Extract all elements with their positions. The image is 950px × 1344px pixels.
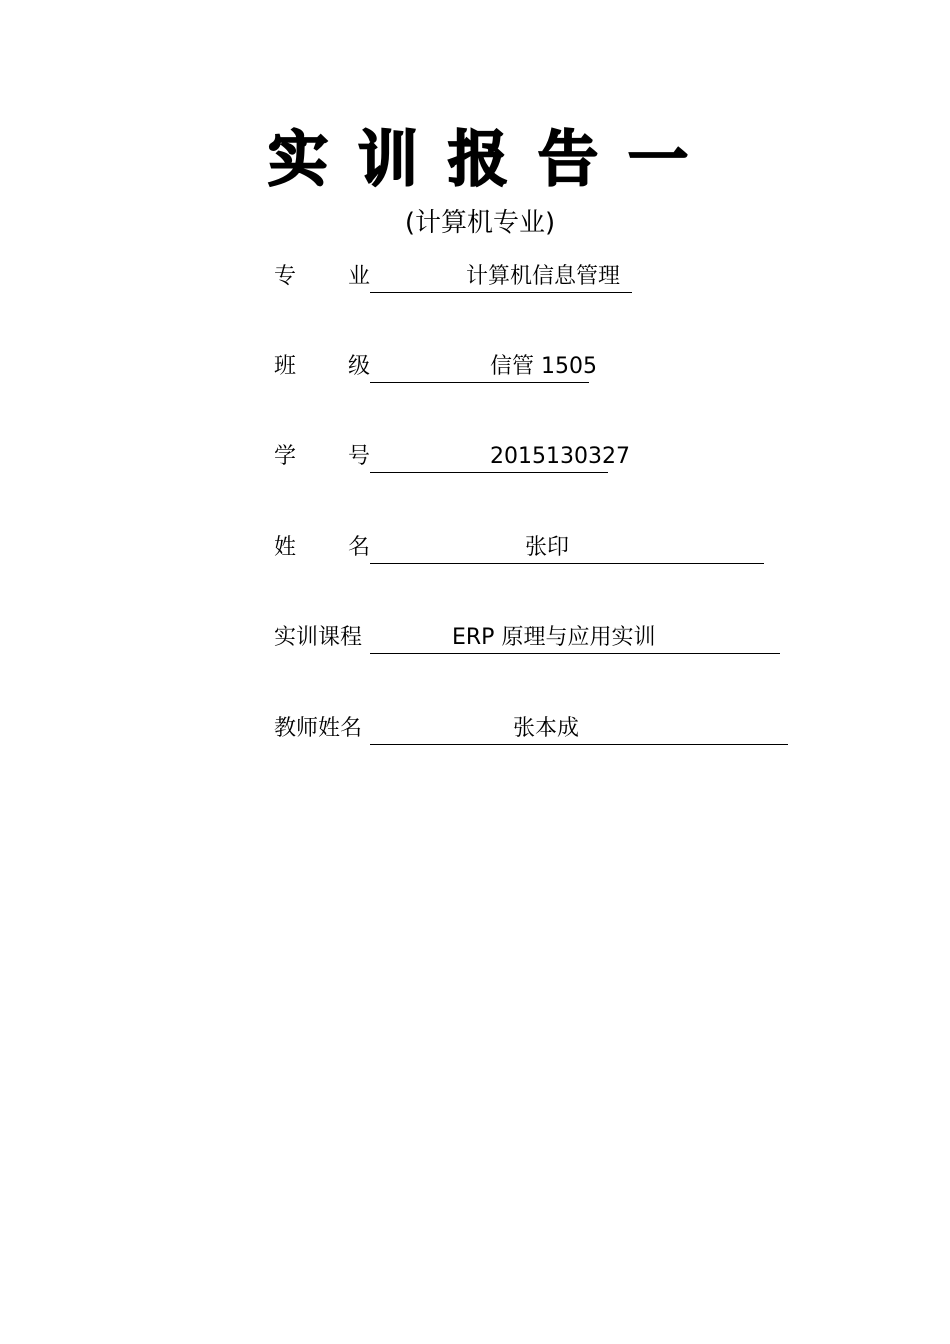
label-char: 班	[274, 354, 297, 379]
label-char: 号	[347, 444, 370, 469]
field-label: 实训课程	[274, 625, 363, 650]
field-major	[274, 262, 634, 292]
title-char: 实	[268, 125, 328, 195]
field-student-id	[274, 442, 634, 472]
field-class	[274, 352, 634, 382]
title-char: 一	[628, 125, 688, 195]
label-char: 姓	[274, 535, 297, 560]
label-char: 级	[347, 354, 370, 379]
report-subtitle: (计算机专业)	[404, 208, 556, 238]
field-label: 教师姓名	[274, 716, 363, 741]
field-value: 张印	[525, 535, 570, 560]
field-name	[274, 533, 774, 563]
field-label	[274, 352, 370, 382]
title-char: 报	[448, 125, 508, 195]
field-value: ERP 原理与应用实训	[452, 625, 656, 650]
title-char: 训	[358, 125, 418, 195]
field-course	[274, 623, 784, 653]
label-char: 专	[274, 264, 297, 289]
label-char: 名	[347, 535, 370, 560]
field-label	[274, 442, 370, 472]
field-label	[274, 262, 370, 292]
field-value: 2015130327	[490, 444, 630, 469]
field-label	[274, 533, 370, 563]
field-value: 计算机信息管理	[466, 264, 621, 289]
label-char: 业	[347, 264, 370, 289]
label-char: 学	[274, 444, 297, 469]
title-char: 告	[538, 125, 598, 195]
report-title	[268, 120, 688, 200]
field-value: 张本成	[513, 716, 580, 741]
field-teacher	[274, 714, 794, 744]
field-value: 信管 1505	[490, 354, 597, 379]
